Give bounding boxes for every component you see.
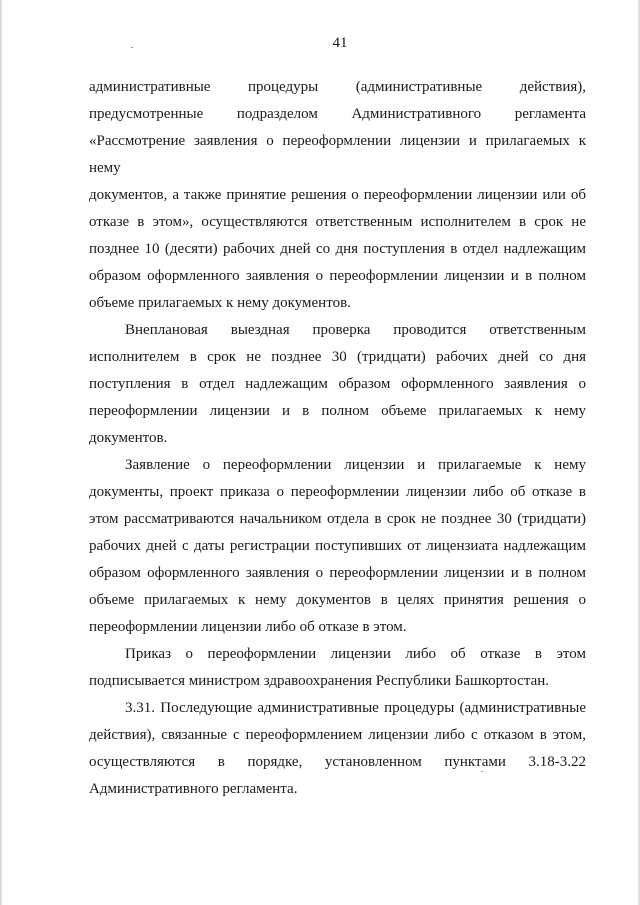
- text-line: осуществляются в порядке, установленном пунктами 3.18-3.22: [89, 754, 586, 770]
- scan-edge-left: [0, 0, 3, 905]
- text-line: документы, проект приказа о переоформлении лицензии либо об отказе в: [89, 484, 586, 500]
- paragraph-1: [89, 74, 586, 317]
- text-line: предусмотренные подразделом Административного регламента: [89, 106, 586, 122]
- text-line: исполнителем в срок не позднее 30 (тридцати) рабочих дней со дня: [89, 349, 586, 365]
- text-line: этом рассматриваются начальником отдела в срок не позднее 30 (тридцати): [89, 511, 586, 527]
- text-line: отказе в этом», осуществляются ответственным исполнителем в срок не: [89, 214, 586, 230]
- paragraph-4: [89, 641, 586, 695]
- text-line: подписывается министром здравоохранения Республики Башкортостан.: [89, 673, 549, 689]
- paragraph-3: [89, 452, 586, 641]
- text-line: рабочих дней с даты регистрации поступивших от лицензиата надлежащим: [89, 538, 586, 554]
- text-line: переоформлении лицензии либо об отказе в этом.: [89, 619, 407, 635]
- text-line: документов.: [89, 430, 168, 446]
- text-line: «Рассмотрение заявления о переоформлении лицензии и прилагаемых к нему: [89, 133, 586, 176]
- paragraph-2: [89, 317, 586, 452]
- text-line: поступления в отдел надлежащим образом оформленного заявления о: [89, 376, 586, 392]
- text-line: Административного регламента.: [89, 781, 298, 797]
- document-body: [89, 74, 586, 803]
- text-line: административные процедуры (административные действия),: [89, 79, 586, 95]
- text-line: документов, а также принятие решения о переоформлении лицензии или об: [89, 187, 586, 203]
- text-line: Приказ о переоформлении лицензии либо об отказе в этом: [125, 646, 586, 662]
- page-number: 41: [332, 35, 348, 51]
- text-line: образом оформленного заявления о переоформлении лицензии и в полном: [89, 565, 586, 581]
- text-line: объеме прилагаемых к нему документов в целях принятия решения о: [89, 592, 586, 608]
- text-line: позднее 10 (десяти) рабочих дней со дня поступления в отдел надлежащим: [89, 241, 586, 257]
- text-line: переоформлении лицензии и в полном объеме прилагаемых к нему: [89, 403, 586, 419]
- text-line: объеме прилагаемых к нему документов.: [89, 295, 351, 311]
- text-line: 3.31. Последующие административные процедуры (административные: [125, 700, 586, 716]
- text-line: Внеплановая выездная проверка проводится ответственным: [125, 322, 586, 338]
- paragraph-5: [89, 695, 586, 803]
- text-line: действия), связанные с переоформлением лицензии либо с отказом в этом,: [89, 727, 586, 743]
- text-line: образом оформленного заявления о переоформлении лицензии и в полном: [89, 268, 586, 284]
- text-line: Заявление о переоформлении лицензии и прилагаемые к нему: [125, 457, 586, 473]
